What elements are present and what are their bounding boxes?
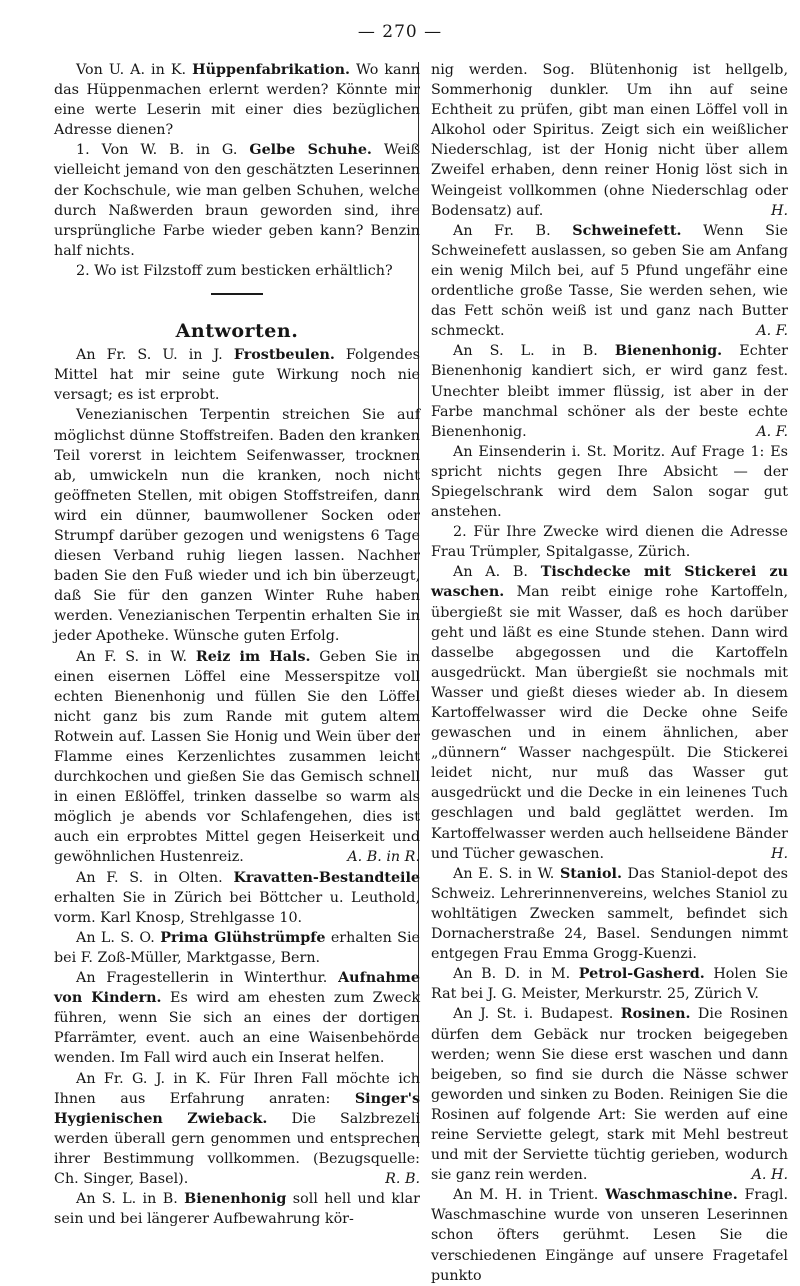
- signature: R. B.: [385, 1170, 420, 1187]
- answer-reiz-im-hals: An F. S. in W. Reiz im Hals. Geben Sie in einen eisernen Löffel eine Messerspitze voll echten Bienenhonig und füllen Sie den Löffel nicht ganz bis zum Rande mit gutem altem Rotwein auf. Lassen Sie Honig und Wein über der Flamme eines Kerzenlichtes zusammen leicht durchkochen und gießen Sie das Gemisch schnell in einen Eßlöffel, trinken dasselbe so warm als möglich je abends vor Schlafengehen, dies ist auch ein erprobtes Mittel gegen Heiserkeit und gewöhnlichen Hustenreiz. A. B. in R.: [54, 647, 420, 868]
- answer-rosinen: An J. St. i. Budapest. Rosinen. Die Rosinen dürfen dem Gebäck nur trocken beigegeben werden; wenn Sie diese erst waschen und dann beigeben, so find sie durch die Nässe schwer geworden und sinken zu Boden. Reinigen Sie die Rosinen auf folgende Art: Sie werden auf eine reine Serviette gelegt, stark mit Mehl bestreut und mit der Serviette tüchtig gerieben, wodurch sie ganz rein werden. A. H.: [431, 1004, 788, 1185]
- answer-kravatten: An F. S. in Olten. Kravatten-Bestandteile erhalten Sie in Zürich bei Böttcher u. Leuthold, vorm. Karl Knosp, Strehlgasse 10.: [54, 869, 421, 926]
- topic: Bienenhonig.: [614, 343, 723, 360]
- question-gelbe-schuhe: 1. Von W. B. in G. Gelbe Schuhe. Weiß vielleicht jemand von den geschätzten Leserinnen der Kochschule, wie man gelben Schuhen, welche durch Naßwerden braun geworden sind, ihre ursprüngliche Farbe wieder geben kann? Benzin half nichts.: [54, 142, 421, 259]
- answer-staniol: An E. S. in W. Staniol. Das Staniol-depot des Schweiz. Lehrerinnenvereins, welches Staniol zu wohltätigen Zwecken sammelt, befindet sich Dornacherstraße 24, Basel. Sendungen nimmt entgegen Frau Emma Grogg-Kuenzi.: [431, 865, 789, 963]
- answer-waschmaschine: An M. H. in Trient. Waschmaschine. Fragl. Waschmaschine wurde von unseren Leserinnen schon öfters gerühmt. Lesen Sie die verschiedenen Eingänge auf unsere Fragetafel punkto: [431, 1187, 789, 1284]
- answer-tischdecke: An A. B. Tischdecke mit Stickerei zu waschen. Man reibt einige rohe Kartoffeln, übergießt sie mit Wasser, daß es hoch darüber geht und läßt es eine Stunde stehen. Dann wird dasselbe abgegossen und die Kartoffeln ausgedrückt. Man übergießt sie nochmals mit Wasser und gießt dieses wieder ab. In diesem Kartoffelwasser wird die Decke ohne Seife gewaschen und in einem ähnlichen, aber „dünnern“ Wasser nachgespült. Die Stickerei leidet nicht, nur muß das Wasser gut ausgedrückt und die Decke in ein leinenes Tuch geschlagen und bald geglättet werden. Im Kartoffelwasser werden auch hellseidene Bänder und Tücher gewaschen. H.: [431, 562, 788, 863]
- page-number: — 270 —: [357, 22, 443, 42]
- signature: H.: [770, 202, 788, 219]
- topic: Petrol-Gasherd.: [578, 966, 705, 983]
- answer-schweinefett: An Fr. B. Schweinefett. Wenn Sie Schweinefett auslassen, so geben Sie am Anfang ein wenig Milch bei, auf 5 Pfund ungefähr eine ordentliche große Tasse, Sie werden sehen, wie das Fett schön weiß ist und ganz nach Butter schmeckt. A. F.: [431, 221, 788, 342]
- topic: Frostbeulen.: [233, 347, 335, 364]
- signature: A. B. in R.: [347, 849, 420, 866]
- question-filzstoff: 2. Wo ist Filzstoff zum besticken erhältlich?: [76, 262, 393, 279]
- topic: Reiz im Hals.: [195, 648, 311, 665]
- section-separator: [211, 293, 263, 295]
- answer-frostbeulen-body: Venezianischen Terpentin streichen Sie auf möglichst dünne Stoffstreifen. Baden den kranken Teil vorerst in leichtem Seifenwasser, trocknen ab, umwickeln nun die kranken, noch nicht geöffneten Stellen, mit obigen Stoffstreifen, dann wird ein dünner, baumwollener Socken oder Strumpf darüber gezogen und wenigstens 6 Tage diesen Verband ruhig liegen lassen. Nachher baden Sie den Fuß wieder und ich bin überzeugt, daß Sie für den ganzen Winter Ruhe haben werden. Venezianischen Terpentin erhalten Sie in jeder Apotheke. Wünsche guten Erfolg.: [54, 407, 420, 645]
- topic: Bienenhonig: [184, 1191, 287, 1208]
- topic: Staniol.: [559, 865, 622, 882]
- answer-spiegelschrank: An Einsenderin i. St. Moritz. Auf Frage 1: Es spricht nichts gegen Ihre Absicht — der Spiegelschrank wird dem Salon sogar gut anstehen.: [431, 443, 788, 521]
- topic: Aufnahme von Kindern.: [54, 970, 420, 1007]
- answer-gluhstrumpfe: An L. S. O. Prima Glühstrümpfe erhalten Sie bei F. Zoß-Müller, Marktgasse, Bern.: [54, 929, 420, 966]
- question-huppenfabrikation: Von U. A. in K. Hüppenfabrikation. Wo kann das Hüppenmachen erlernt werden? Könnte mir eine werte Leserin mit einer dies bezüglichen Adresse dienen?: [54, 62, 420, 139]
- topic: Rosinen.: [620, 1006, 691, 1023]
- topic: Gelbe Schuhe.: [249, 142, 372, 159]
- signature: H.: [770, 845, 788, 862]
- answer-bienenhonig-2: An S. L. in B. Bienenhonig. Echter Bienenhonig kandiert sich, er wird ganz fest. Unechter bleibt immer flüssig, ist aber in der Farbe manchmal schöner als der beste echte Bienenhonig. A. F.: [431, 341, 788, 441]
- section-heading: Antworten.: [175, 320, 299, 343]
- signature: A. H.: [751, 1167, 788, 1184]
- topic: Kravatten-Bestandteile: [233, 869, 421, 886]
- answer-petrol-gasherd: An B. D. in M. Petrol-Gasherd. Holen Sie Rat bei J. G. Meister, Merkurstr. 25, Zürich V.: [431, 966, 788, 1003]
- left-column: [54, 60, 420, 1229]
- topic: Singer's Hygienischen Zwieback.: [54, 1090, 421, 1127]
- signature: A. F.: [756, 423, 788, 440]
- right-column: [431, 60, 788, 1286]
- answer-aufnahme-von-kindern: An Fragestellerin in Winterthur. Aufnahme von Kindern. Es wird am ehesten zum Zweck führen, wenn Sie sich an eines der dortigen Pfarrämter, event. auch an eine Waisenbehörde wenden. Im Fall wird auch ein Inserat helfen.: [54, 970, 420, 1067]
- topic: Prima Glühstrümpfe: [160, 929, 326, 946]
- answer-bienenhonig-1-cont: nig werden. Sog. Blütenhonig ist hellgelb, Sommerhonig dunkler. Um ihn auf seine Echtheit zu prüfen, gibt man einen Löffel voll in Alkohol oder Spiritus. Zeigt sich ein weißlicher Niederschlag, ist der Honig nicht über allem Zweifel erhaben, denn reiner Honig löst sich in Weingeist vollkommen (ohne Niederschlag oder Bodensatz) auf. H.: [431, 60, 788, 221]
- answer-zwieback: An Fr. G. J. in K. Für Ihren Fall möchte ich Ihnen aus Erfahrung anraten: Singer's Hygienischen Zwieback. Die Salzbrezeli werden überall gern genommen und entsprechen ihrer Bestimmung vollkommen. (Bezugsquelle: Ch. Singer, Basel). R. B.: [54, 1069, 420, 1190]
- signature: A. F.: [756, 323, 788, 340]
- topic: Hüppenfabrikation.: [192, 62, 350, 78]
- answer-bienenhonig-1: An S. L. in B. Bienenhonig soll hell und klar sein und bei längerer Aufbewahrung kör-: [54, 1191, 421, 1228]
- answer-frostbeulen: An Fr. S. U. in J. Frostbeulen. Folgendes Mittel hat mir seine gute Wirkung noch nie versagt; es ist erprobt.: [54, 347, 421, 404]
- topic: Waschmaschine.: [605, 1187, 738, 1204]
- topic: Schweinefett.: [572, 222, 682, 239]
- topic: Tischdecke mit Stickerei zu waschen.: [431, 564, 789, 601]
- answer-adresse: 2. Für Ihre Zwecke wird dienen die Adresse Frau Trümpler, Spitalgasse, Zürich.: [431, 524, 788, 561]
